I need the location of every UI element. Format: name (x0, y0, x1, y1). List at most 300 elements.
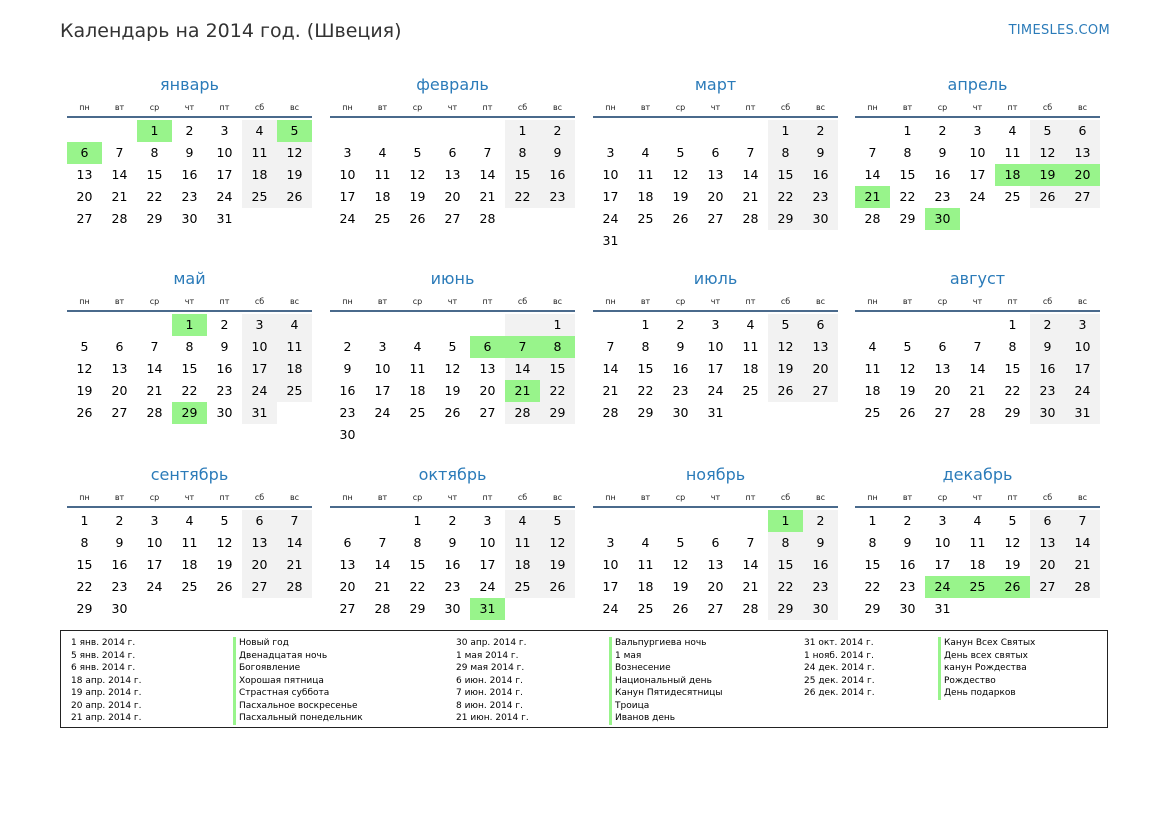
day-cell: 19 (216, 557, 233, 572)
day-cell: 6 (115, 339, 124, 354)
month-10 (330, 463, 575, 620)
day-cell: 17 (602, 579, 619, 594)
weekday-label: ср (937, 103, 948, 112)
day-cell: 1 (868, 513, 877, 528)
legend-names (938, 637, 1035, 700)
day-cell: 16 (934, 167, 951, 182)
day-cell: 24 (374, 405, 391, 420)
header-rule (855, 506, 1100, 508)
day-cell: 27 (707, 211, 724, 226)
day-cell: 11 (864, 361, 881, 376)
legend-date: 1 янв. 2014 г. (71, 638, 136, 648)
month-name: сентябрь (150, 465, 229, 484)
day-cell: 31 (242, 402, 277, 424)
day-cell: 16 (803, 164, 838, 186)
day-cell: 16 (111, 557, 128, 572)
holiday-day: 7 (505, 336, 540, 358)
weekday-label: пн (79, 297, 90, 306)
day-cell: 15 (864, 557, 881, 572)
weekday-label: вт (640, 103, 651, 112)
day-cell: 25 (864, 405, 881, 420)
weekday-label: пн (605, 297, 616, 306)
day-cell: 31 (707, 405, 724, 420)
day-cell: 3 (973, 123, 982, 138)
day-cell: 9 (803, 142, 838, 164)
day-cell: 15 (146, 167, 163, 182)
day-cell: 23 (899, 579, 916, 594)
header-rule (67, 310, 312, 312)
holiday-day: 6 (67, 142, 102, 164)
holiday-day: 30 (925, 208, 960, 230)
weekday-label: вт (114, 103, 125, 112)
weekday-header (67, 491, 312, 505)
day-cell: 22 (768, 576, 803, 598)
month-name: август (949, 269, 1006, 288)
header-rule (593, 310, 838, 312)
weekday-label: чт (184, 103, 195, 112)
weekday-label: вс (815, 493, 826, 502)
day-cell: 6 (711, 145, 720, 160)
day-cell: 17 (146, 557, 163, 572)
day-cell: 7 (483, 145, 492, 160)
weekday-label: пт (745, 103, 756, 112)
day-cell: 9 (220, 339, 229, 354)
header-rule (593, 116, 838, 118)
day-cell: 15 (1004, 361, 1021, 376)
day-cell: 2 (343, 339, 352, 354)
day-cell: 13 (339, 557, 356, 572)
day-cell: 29 (146, 211, 163, 226)
day-cell: 31 (934, 601, 951, 616)
legend-holiday-name: канун Рождества (938, 662, 1035, 675)
weekday-label: вт (640, 297, 651, 306)
day-cell: 18 (505, 554, 540, 576)
holiday-day: 24 (925, 576, 960, 598)
day-cell: 11 (505, 532, 540, 554)
day-cell: 26 (672, 211, 689, 226)
day-cell: 20 (479, 383, 496, 398)
legend-dates (456, 637, 529, 725)
day-cell: 23 (216, 383, 233, 398)
day-cell: 14 (505, 358, 540, 380)
weekday-label: чт (972, 493, 983, 502)
day-cell: 19 (76, 383, 93, 398)
day-cell: 26 (409, 211, 426, 226)
day-cell: 10 (1065, 336, 1100, 358)
empty-cell (925, 314, 960, 336)
day-cell: 23 (672, 383, 689, 398)
day-cell: 3 (220, 123, 229, 138)
day-cell: 18 (637, 579, 654, 594)
empty-cell (102, 120, 137, 142)
empty-cell (435, 314, 470, 336)
weekday-header (67, 295, 312, 309)
day-cell: 14 (602, 361, 619, 376)
day-cell: 26 (76, 405, 93, 420)
day-cell: 13 (111, 361, 128, 376)
empty-cell (855, 120, 890, 142)
day-cell: 17 (602, 189, 619, 204)
day-cell: 3 (1065, 314, 1100, 336)
weekday-label: пт (219, 493, 230, 502)
empty-cell (365, 314, 400, 336)
day-cell: 17 (242, 358, 277, 380)
day-cell: 9 (343, 361, 352, 376)
day-cell: 28 (864, 211, 881, 226)
weekday-header (330, 101, 575, 115)
day-cell: 23 (540, 186, 575, 208)
weekday-label: вс (1077, 297, 1088, 306)
day-cell: 14 (111, 167, 128, 182)
weekday-label: вс (552, 493, 563, 502)
day-cell: 9 (185, 145, 194, 160)
day-cell: 6 (803, 314, 838, 336)
weekday-header (855, 491, 1100, 505)
weekday-label: вт (902, 493, 913, 502)
legend-date: 21 апр. 2014 г. (71, 713, 142, 723)
legend-date: 29 мая 2014 г. (456, 663, 525, 673)
day-cell: 16 (540, 164, 575, 186)
legend-holiday-name: Национальный день (609, 675, 722, 688)
header-rule (330, 116, 575, 118)
legend-holiday-name: Страстная суббота (233, 687, 363, 700)
day-cell: 2 (540, 120, 575, 142)
day-cell: 13 (707, 557, 724, 572)
day-cell: 5 (540, 510, 575, 532)
day-cell: 12 (540, 532, 575, 554)
day-cell: 8 (185, 339, 194, 354)
day-cell: 10 (602, 167, 619, 182)
weekday-label: пт (482, 493, 493, 502)
day-cell: 7 (868, 145, 877, 160)
day-cell: 10 (969, 145, 986, 160)
day-cell: 29 (540, 402, 575, 424)
weekday-label: пн (867, 297, 878, 306)
day-cell: 3 (343, 145, 352, 160)
day-cell: 9 (938, 145, 947, 160)
holiday-day: 19 (1030, 164, 1065, 186)
day-cell: 4 (242, 120, 277, 142)
weekday-label: чт (184, 493, 195, 502)
day-cell: 25 (242, 186, 277, 208)
day-cell: 5 (220, 513, 229, 528)
empty-cell (400, 314, 435, 336)
day-cell: 28 (111, 211, 128, 226)
weekday-label: чт (447, 297, 458, 306)
day-cell: 10 (374, 361, 391, 376)
day-cell: 7 (1065, 510, 1100, 532)
day-cell: 7 (973, 339, 982, 354)
day-cell: 6 (343, 535, 352, 550)
day-cell: 12 (1030, 142, 1065, 164)
day-cell: 5 (448, 339, 457, 354)
day-cell: 1 (768, 120, 803, 142)
weekday-label: пт (482, 103, 493, 112)
day-cell: 29 (637, 405, 654, 420)
month-name: апрель (947, 75, 1008, 94)
day-cell: 2 (676, 317, 685, 332)
day-cell: 8 (1008, 339, 1017, 354)
weekday-header (67, 101, 312, 115)
header-rule (855, 116, 1100, 118)
day-cell: 18 (742, 361, 759, 376)
empty-cell (330, 120, 365, 142)
weekday-label: вс (552, 103, 563, 112)
day-cell: 16 (216, 361, 233, 376)
day-cell: 20 (803, 358, 838, 380)
month-4 (855, 73, 1100, 230)
empty-cell (663, 120, 698, 142)
day-cell: 22 (540, 380, 575, 402)
day-cell: 11 (1004, 145, 1021, 160)
weekday-label: пт (745, 493, 756, 502)
weekday-label: сб (254, 493, 265, 502)
day-cell: 12 (409, 167, 426, 182)
weekday-label: чт (710, 297, 721, 306)
day-cell: 4 (277, 314, 312, 336)
day-cell: 3 (378, 339, 387, 354)
weekday-label: чт (710, 493, 721, 502)
legend-holiday-name: Вознесение (609, 662, 722, 675)
day-cell: 26 (672, 601, 689, 616)
day-cell: 9 (676, 339, 685, 354)
legend-holiday-name: Канун Всех Святых (938, 637, 1035, 650)
day-cell: 21 (969, 383, 986, 398)
legend-date: 8 июн. 2014 г. (456, 700, 523, 711)
weekday-label: сб (254, 103, 265, 112)
day-cell: 9 (903, 535, 912, 550)
empty-cell (733, 510, 768, 532)
day-cell: 21 (374, 579, 391, 594)
empty-cell (330, 314, 365, 336)
weekday-label: сб (517, 297, 528, 306)
holiday-day: 20 (1065, 164, 1100, 186)
day-cell: 13 (803, 336, 838, 358)
legend-date: 19 апр. 2014 г. (71, 688, 142, 698)
day-cell: 30 (444, 601, 461, 616)
day-cell: 27 (339, 601, 356, 616)
day-cell: 14 (277, 532, 312, 554)
weekday-label: вс (815, 297, 826, 306)
day-cell: 22 (637, 383, 654, 398)
weekday-label: ср (412, 103, 423, 112)
day-cell: 18 (374, 189, 391, 204)
day-cell: 20 (934, 383, 951, 398)
day-grid (593, 510, 838, 620)
day-cell: 30 (672, 405, 689, 420)
day-cell: 23 (111, 579, 128, 594)
day-cell: 2 (1030, 314, 1065, 336)
month-name: ноябрь (685, 465, 746, 484)
legend-date: 5 янв. 2014 г. (71, 650, 136, 661)
weekday-label: пн (79, 493, 90, 502)
empty-cell (102, 314, 137, 336)
day-cell: 4 (413, 339, 422, 354)
day-grid (67, 314, 312, 424)
day-cell: 19 (444, 383, 461, 398)
legend-date: 30 апр. 2014 г. (456, 638, 527, 648)
weekday-label: пн (342, 493, 353, 502)
day-cell: 9 (1030, 336, 1065, 358)
day-cell: 5 (1030, 120, 1065, 142)
day-cell: 21 (742, 189, 759, 204)
weekday-label: пт (219, 297, 230, 306)
day-cell: 4 (378, 145, 387, 160)
day-cell: 6 (242, 510, 277, 532)
day-cell: 14 (374, 557, 391, 572)
day-cell: 4 (641, 145, 650, 160)
legend-holiday-name: Пасхальное воскресенье (233, 700, 363, 713)
weekday-label: пн (79, 103, 90, 112)
legend-date: 31 окт. 2014 г. (804, 638, 874, 648)
weekday-label: пн (867, 103, 878, 112)
day-cell: 19 (768, 358, 803, 380)
header-rule (67, 506, 312, 508)
day-cell: 20 (707, 189, 724, 204)
legend-holiday-name: Богоявление (233, 662, 363, 675)
month-name: февраль (416, 75, 489, 94)
empty-cell (365, 120, 400, 142)
site-link[interactable]: TIMESLES.COM (1008, 23, 1110, 38)
day-cell: 7 (277, 510, 312, 532)
legend-holiday-name: Пасхальный понедельник (233, 712, 363, 725)
day-cell: 1 (1008, 317, 1017, 332)
empty-cell (435, 120, 470, 142)
empty-cell (890, 314, 925, 336)
legend-date: 6 июн. 2014 г. (456, 675, 523, 686)
legend-date: 21 июн. 2014 г. (456, 713, 529, 723)
day-cell: 13 (242, 532, 277, 554)
day-cell: 22 (146, 189, 163, 204)
empty-cell (330, 510, 365, 532)
legend-date: 6 янв. 2014 г. (71, 663, 136, 673)
day-grid (330, 120, 575, 230)
day-grid (330, 314, 575, 446)
day-cell: 22 (899, 189, 916, 204)
day-cell: 16 (339, 383, 356, 398)
day-cell: 31 (1065, 402, 1100, 424)
weekday-label: пн (342, 103, 353, 112)
day-cell: 26 (444, 405, 461, 420)
day-cell: 28 (479, 211, 496, 226)
day-cell: 17 (339, 189, 356, 204)
day-cell: 8 (413, 535, 422, 550)
legend-date: 25 дек. 2014 г. (804, 675, 875, 686)
day-cell: 3 (242, 314, 277, 336)
legend-holiday-name: Троица (609, 700, 722, 713)
day-cell: 22 (76, 579, 93, 594)
day-cell: 20 (111, 383, 128, 398)
holiday-legend (60, 630, 1108, 728)
day-cell: 14 (742, 167, 759, 182)
day-cell: 10 (242, 336, 277, 358)
empty-cell (137, 314, 172, 336)
day-cell: 7 (150, 339, 159, 354)
day-cell: 6 (448, 145, 457, 160)
day-cell: 1 (903, 123, 912, 138)
legend-holiday-name: Хорошая пятница (233, 675, 363, 688)
legend-holiday-name: День всех святых (938, 650, 1035, 663)
weekday-header (593, 491, 838, 505)
day-cell: 19 (277, 164, 312, 186)
day-cell: 2 (115, 513, 124, 528)
day-cell: 30 (803, 208, 838, 230)
holiday-day: 1 (137, 120, 172, 142)
day-cell: 27 (76, 211, 93, 226)
day-cell: 29 (409, 601, 426, 616)
day-cell: 9 (803, 532, 838, 554)
empty-cell (698, 120, 733, 142)
day-cell: 3 (711, 317, 720, 332)
weekday-label: пн (342, 297, 353, 306)
day-grid (67, 120, 312, 230)
day-cell: 4 (746, 317, 755, 332)
weekday-label: вт (114, 297, 125, 306)
day-cell: 19 (899, 383, 916, 398)
weekday-label: ср (149, 297, 160, 306)
day-cell: 1 (641, 317, 650, 332)
day-cell: 8 (505, 142, 540, 164)
day-cell: 18 (242, 164, 277, 186)
day-cell: 15 (409, 557, 426, 572)
day-cell: 10 (707, 339, 724, 354)
day-cell: 16 (181, 167, 198, 182)
day-cell: 8 (768, 532, 803, 554)
day-cell: 11 (277, 336, 312, 358)
day-cell: 8 (903, 145, 912, 160)
header-rule (330, 310, 575, 312)
day-cell: 2 (185, 123, 194, 138)
day-cell: 8 (768, 142, 803, 164)
day-cell: 24 (707, 383, 724, 398)
day-cell: 19 (1004, 557, 1021, 572)
weekday-label: сб (517, 103, 528, 112)
day-cell: 6 (711, 535, 720, 550)
weekday-label: ср (937, 297, 948, 306)
weekday-label: вт (114, 493, 125, 502)
day-cell: 10 (479, 535, 496, 550)
day-cell: 2 (803, 510, 838, 532)
weekday-label: вс (552, 297, 563, 306)
empty-cell (365, 510, 400, 532)
day-cell: 4 (973, 513, 982, 528)
month-name: июнь (430, 269, 475, 288)
day-cell: 5 (80, 339, 89, 354)
day-cell: 12 (899, 361, 916, 376)
day-cell: 12 (216, 535, 233, 550)
day-cell: 19 (672, 579, 689, 594)
day-cell: 30 (181, 211, 198, 226)
holiday-day: 21 (855, 186, 890, 208)
empty-cell (470, 120, 505, 142)
day-cell: 27 (111, 405, 128, 420)
day-cell: 21 (742, 579, 759, 594)
day-cell: 21 (602, 383, 619, 398)
holiday-day: 26 (995, 576, 1030, 598)
weekday-label: вс (815, 103, 826, 112)
day-cell: 31 (216, 211, 233, 226)
day-cell: 26 (540, 576, 575, 598)
empty-cell (67, 314, 102, 336)
month-1 (67, 73, 312, 230)
day-cell: 16 (899, 557, 916, 572)
month-name: декабрь (942, 465, 1013, 484)
day-cell: 4 (641, 535, 650, 550)
day-cell: 10 (146, 535, 163, 550)
day-cell: 26 (1030, 186, 1065, 208)
legend-date: 26 дек. 2014 г. (804, 688, 875, 698)
day-cell: 30 (899, 601, 916, 616)
